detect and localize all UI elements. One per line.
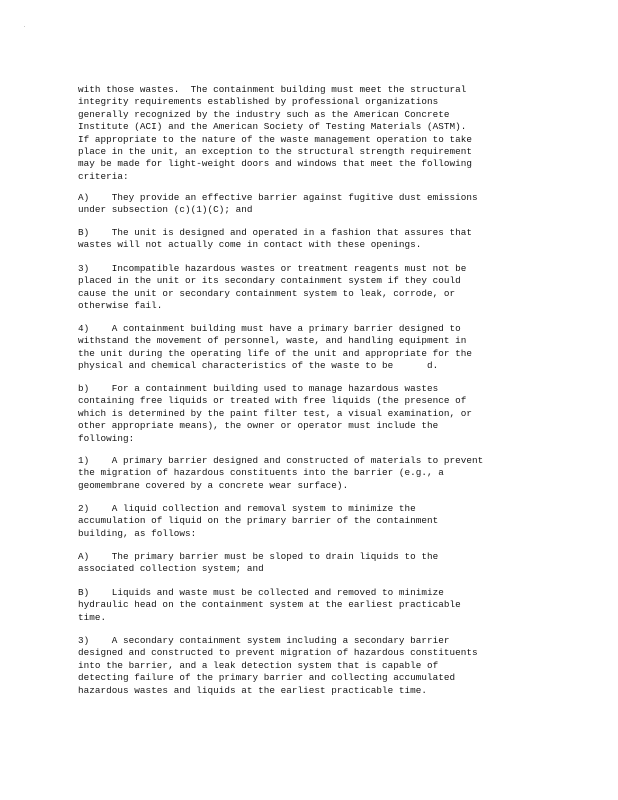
paragraph-item-4-primary-barrier: 4) A containment building must have a primary barrier designed to withstand the movement of personnel, waste, and handling equipment in the unit during the operating life of the unit and appropriate for the physical and chemical characteristics of the waste to be d. — [78, 323, 473, 372]
paragraph-item-a-dust-barrier: A) They provide an effective barrier against fugitive dust emissions under subsection (c)(1)(C); and — [78, 192, 478, 216]
scan-speck — [24, 26, 25, 27]
paragraph-item-b-hydraulic-head: B) Liquids and waste must be collected and removed to minimize hydraulic head on the containment system at the earliest practicable time. — [78, 587, 461, 623]
paragraph-item-b-free-liquids: b) For a containment building used to manage hazardous wastes containing free liquids or treated with free liquids (the presence of which is determined by the paint filter test, a visual examination, or other appropriate means), the owner or operator must include the following: — [78, 383, 473, 444]
paragraph-item-1-primary-barrier-materials: 1) A primary barrier designed and constructed of materials to prevent the migration of hazardous constituents into the barrier (e.g., a geomembrane covered by a concrete wear surface). — [78, 455, 484, 491]
paragraph-item-2-liquid-collection: 2) A liquid collection and removal system to minimize the accumulation of liquid on the primary barrier of the containment building, as follows: — [78, 503, 439, 539]
paragraph-item-3-secondary-containment: 3) A secondary containment system including a secondary barrier designed and constructed to prevent migration of hazardous constituents into the barrier, and a leak detection system that is capable of detecting failure of the primary barrier and collecting accumulated hazardous wastes and liquids at the earliest practicable time. — [78, 635, 478, 696]
paragraph-item-b-openings: B) The unit is designed and operated in a fashion that assures that wastes will not actually come in contact with these openings. — [78, 227, 473, 251]
paragraph-item-a-sloped-barrier: A) The primary barrier must be sloped to drain liquids to the associated collection system; and — [78, 551, 439, 575]
paragraph-structural-integrity: with those wastes. The containment building must meet the structural integrity requirements established by professional organizations generally recognized by the industry such as the American Concrete Institute (ACI) and the American Society of Testing Materials (ASTM). If appropriate to the nature of the waste management operation to take place in the unit, an exception to the structural strength requirement may be made for light-weight doors and windows that meet the following criteria: — [78, 84, 473, 182]
paragraph-item-3-incompatible-wastes: 3) Incompatible hazardous wastes or treatment reagents must not be placed in the unit or its secondary containment system if they could cause the unit or secondary containment system to leak, corrode, or otherwise fail. — [78, 263, 467, 312]
